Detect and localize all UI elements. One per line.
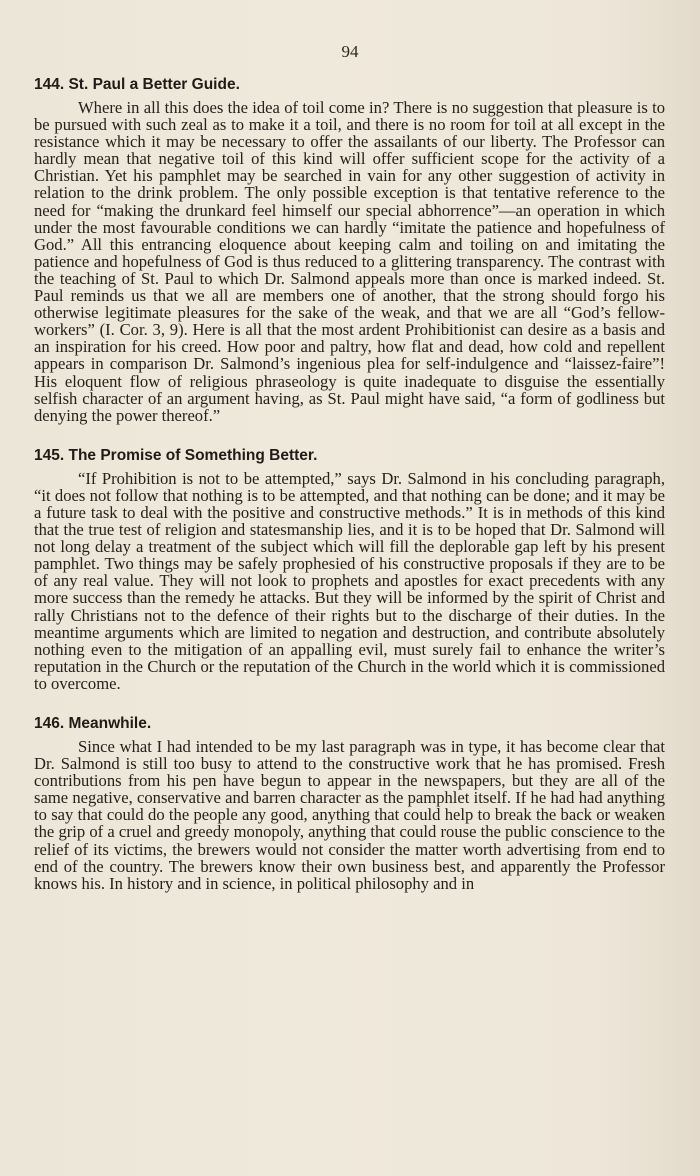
section-paragraph: Since what I had intended to be my last paragraph was in type, it has become clear that Dr. Salmond is still too busy to attend to the constructive work that he has promised. Fresh contributions from his pen have begun to appear in the newspapers, but they are all of the same negative, conservative and barren character as the pamphlet itself. If he had had anything to say that could do the people any good, anything that could help to break the back or weaken the grip of a cruel and greedy monopoly, anything that could rouse the public conscience to the relief of its victims, the brewers would not consider the matter worth advertising from end to end of the country. The brewers know their own business best, and apparently the Professor knows his. In history and in science, in political philosophy and in <box>34 737 665 893</box>
page-content <box>34 76 665 915</box>
section-144 <box>34 76 665 424</box>
section-heading: 146. Meanwhile. <box>34 715 152 732</box>
section-paragraph: “If Prohibition is not to be attempted,” says Dr. Salmond in his concluding paragraph, “it does not follow that nothing is to be attempted, and that nothing can be done; and it may be a future task to deal with the positive and constructive methods.” It is in methods of this kind that the true test of religion and statesmanship lies, and it is to be hoped that Dr. Salmond will not long delay a treatment of the subject which will fill the deplorable gap left by his present pamphlet. Two things may be safely prophesied of his constructive proposals if they are to be of any real value. They will not look to prophets and apostles for exact precedents with any more success than the remedy he attacks. But they will be informed by the spirit of Christ and rally Christians not to the defence of their rights but to the discharge of their duties. In the meantime arguments which are limited to negation and destruction, and contribute absolutely nothing even to the mitigation of an appalling evil, must surely fail to enhance the writer’s reputation in the Church or the reputation of the Church in the world which it is commissioned to overcome. <box>34 468 665 693</box>
page-number: 94 <box>341 42 359 61</box>
section-paragraph: Where in all this does the idea of toil come in? There is no suggestion that pleasure is to be pursued with such zeal as to make it a toil, and there is no room for toil at all except in the resistance which it may be necessary to offer the assailants of our liberty. The Professor can hardly mean that negative toil of this kind will offer sufficient scope for the activity of a Christian. Yet his pamphlet may be searched in vain for any other suggestion of activity in relation to the drink problem. The only possible exception is that tentative reference to the need for “making the drunkard feel himself our special abhorrence”—an operation in which under the most favourable conditions we can hardly “imitate the patience and hopefulness of God.” All this entrancing eloquence about keeping calm and toiling on and imitating the patience and hopefulness of God is thus reduced to a glittering transparency. The contrast with the teaching of St. Paul to which Dr. Salmond appeals more than once is marked indeed. St. Paul reminds us that we all are members one of another, that the strong should forgo his otherwise legitimate pleasures for the sake of the weak, and that we are all “God’s fellow-workers” (I. Cor. 3, 9). Here is all that the most ardent Prohibitionist can desire as a basis and an inspiration for his creed. How poor and paltry, how flat and dead, how cold and repellent appears in comparison Dr. Salmond’s ingenious plea for self-indulgence and “laissez-faire”! His eloquent flow of religious phraseology is quite inadequate to disguise the essentially selfish character of an argument having, as St. Paul might have said, “a form of godliness but denying the power thereof.” <box>34 98 665 425</box>
section-heading: 144. St. Paul a Better Guide. <box>34 76 240 93</box>
section-145 <box>34 447 665 692</box>
section-146 <box>34 715 665 892</box>
section-heading: 145. The Promise of Something Better. <box>34 446 318 464</box>
